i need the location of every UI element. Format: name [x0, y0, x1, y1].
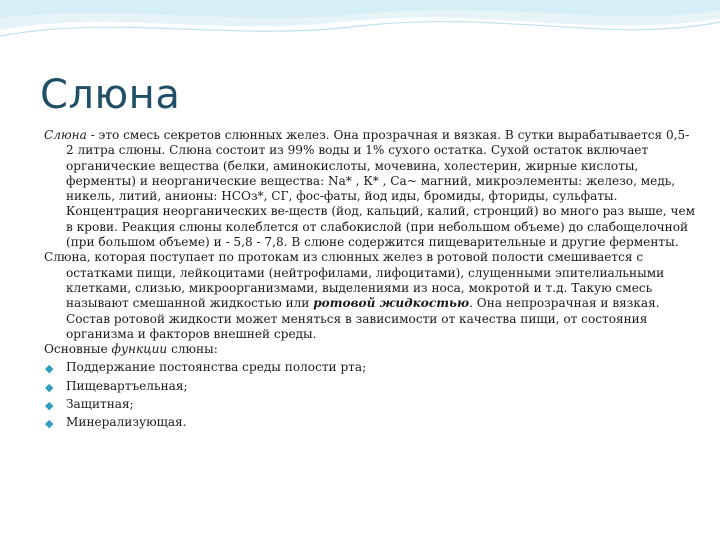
term-oral-fluid: ротовой жидкостью [313, 296, 470, 311]
diamond-bullet-icon: ◆ [45, 362, 54, 376]
diamond-bullet-icon: ◆ [45, 380, 54, 394]
header-wave-decoration [0, 0, 720, 70]
functions-heading [44, 342, 696, 357]
paragraph-saliva-definition [44, 128, 696, 250]
paragraph-oral-fluid [44, 250, 696, 342]
list-item [44, 415, 696, 430]
term-saliva: Слюна [44, 128, 87, 142]
list-item [44, 360, 696, 375]
list-item-text: Защитная; [66, 397, 134, 412]
diamond-bullet-icon: ◆ [45, 399, 54, 413]
paragraph-oral-fluid-tail: . Она непрозрачная и вязкая. Состав ротовой жидкости может меняться в зависимости от качества пищи, от состояния организма и факторов внешней среды. [66, 296, 660, 341]
functions-heading-lead: Основные [44, 342, 112, 357]
functions-heading-term: функции [111, 342, 168, 357]
slide-body [44, 128, 696, 431]
list-item-text: Пищевартъельная; [66, 378, 188, 393]
paragraph-saliva-text: - это смесь секретов слюнных желез. Она прозрачная и вязкая. В сутки вырабатывается 0,5-2 литра слюны. Слюна состоит из 99% воды и 1% сухого остатка. Сухой остаток включает органические вещества (белки, аминокислоты, мочевина, холестерин, жирные кислоты, ферменты) и неорганические вещества: Na* , К* , Са~ магний, микроэлементы: железо, медь, никель, литий, анионы: НСОз*, СГ, фос-фаты, йод иды, бромиды, фториды, сульфаты. Концентрация неорганических ве-ществ (йод, кальций, калий, стронций) во много раз выше, чем в крови. Реакция слюны колеблется от слабокислой (при небольшом объеме) до слабощелочной (при большом объеме) и - 5,8 - 7,8. В слюне содержится пищеварительные и другие ферменты. [66, 128, 696, 250]
list-item-text: Поддержание постоянства среды полости рта; [66, 360, 367, 375]
functions-list [44, 360, 696, 430]
list-item [44, 397, 696, 412]
functions-heading-after: слюны: [167, 342, 218, 357]
diamond-bullet-icon: ◆ [45, 417, 54, 431]
slide-title: Слюна [40, 72, 181, 118]
paragraph-oral-fluid-text: Слюна, которая поступает по протокам из слюнных желез в ротовой полости смешивается с остатками пищи, лейкоцитами (нейтрофилами, лифоцитами), слущенными эпителиальными клетками, слизью, микроорганизмами, выделениями из носа, мокротой и т.д. Такую смесь называют смешанной жидкостью или [44, 250, 665, 311]
list-item-text: Минерализующая. [66, 415, 187, 430]
list-item [44, 379, 696, 394]
